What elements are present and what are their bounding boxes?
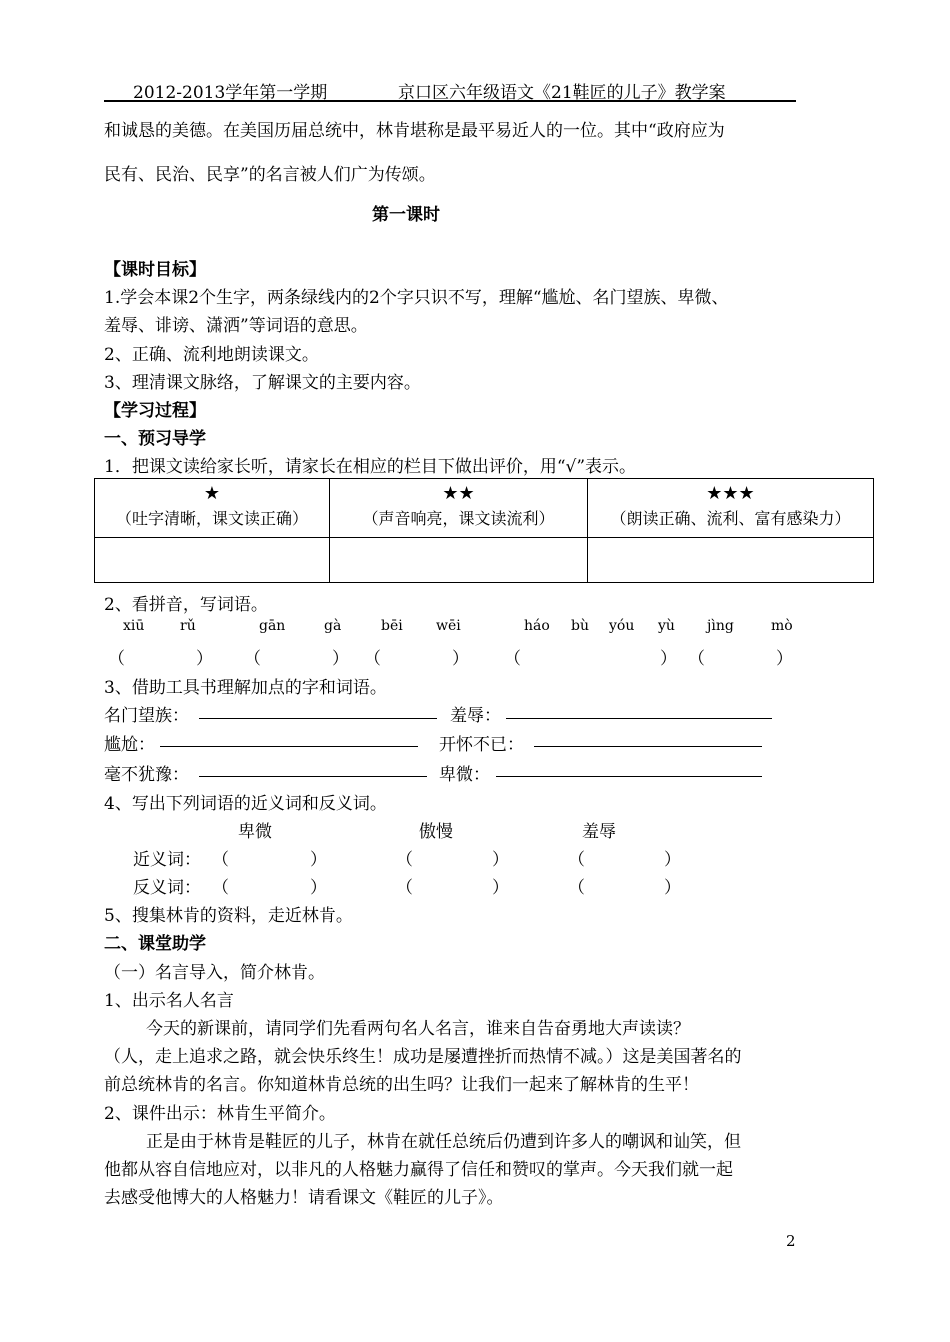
header-rule [104,100,796,102]
evaluation-table [94,478,874,583]
paragraph-1-line-2: （人，走上追求之路，就会快乐终生！成功是屡遭挫折而热情不减。）这是美国著名的 [104,1047,742,1067]
paren-open: （ [212,850,229,870]
paren-close: ） [492,850,509,870]
pinyin: wēi [436,618,461,634]
preview-heading: 一、预习导学 [104,429,206,449]
paren-close: ） [452,649,469,669]
pinyin: rǔ [180,618,196,634]
eval-cell-3[interactable] [588,538,874,583]
paren-open: （ [396,878,413,898]
paren-open: （ [504,649,521,669]
classroom-step-1: 1、出示名人名言 [104,991,234,1011]
goal-item-2: 2、正确、流利地朗读课文。 [104,345,319,365]
pinyin: bēi [381,618,403,634]
answer-line[interactable] [506,718,772,719]
goals-heading: 【课时目标】 [104,260,206,280]
pinyin: jìng [707,618,734,634]
eval-cell-2[interactable] [330,538,588,583]
paren-open: （ [212,878,229,898]
paren-close: ） [664,878,681,898]
paren-close: ） [310,878,327,898]
answer-line[interactable] [199,776,427,777]
star-icon: ★★★ [706,483,755,504]
paragraph-2-line-2: 他都从容自信地应对，以非凡的人格魅力赢得了信任和赞叹的掌声。今天我们就一起 [104,1160,733,1180]
paren-close: ） [332,649,349,669]
eval-desc-1: （吐字清晰，课文读正确） [115,509,308,528]
antonym-label: 反义词： [133,878,201,898]
eval-desc-3: （朗读正确、流利、富有感染力） [610,509,851,528]
paragraph-2-line-1: 正是由于林肯是鞋匠的儿子，林肯在就任总统后仍遭到许多人的嘲讽和讪笑，但 [146,1132,741,1152]
classroom-heading: 二、课堂助学 [104,934,206,954]
syn-word: 羞辱 [582,822,616,842]
paren-open: （ [108,649,125,669]
paren-close: ） [310,850,327,870]
word-label: 尴尬： [104,735,155,755]
preview-question-3: 3、借助工具书理解加点的字和词语。 [104,678,387,698]
paren-close: ） [776,649,793,669]
section-title: 第一课时 [372,205,440,225]
word-label: 毫不犹豫： [104,765,189,785]
header-lesson-title: 京口区六年级语文《21鞋匠的儿子》教学案 [398,83,726,103]
answer-line[interactable] [496,776,762,777]
paragraph-2-line-3: 去感受他博大的人格魅力！请看课文《鞋匠的儿子》。 [104,1188,504,1208]
word-label: 羞辱： [450,706,501,726]
paren-close: ） [664,850,681,870]
pinyin: mò [771,618,793,634]
paren-open: （ [364,649,381,669]
page-number: 2 [786,1232,796,1250]
preview-question-5: 5、搜集林肯的资料，走近林肯。 [104,906,353,926]
paren-close: ） [660,649,677,669]
eval-header-2 [330,479,588,538]
paren-close: ） [196,649,213,669]
answer-line[interactable] [199,718,437,719]
synonym-label: 近义词： [133,850,201,870]
word-label: 开怀不已： [439,735,524,755]
paren-open: （ [568,878,585,898]
star-icon: ★ [203,483,221,504]
paren-open: （ [396,850,413,870]
process-heading: 【学习过程】 [104,401,206,421]
eval-cell-1[interactable] [95,538,330,583]
intro-line-1: 和诚恳的美德。在美国历届总统中，林肯堪称是最平易近人的一位。其中“政府应为 [104,121,725,141]
eval-desc-2: （声音响亮，课文读流利） [362,509,555,528]
preview-question-2: 2、看拼音，写词语。 [104,595,268,615]
paren-open: （ [244,649,261,669]
paragraph-1-line-1: 今天的新课前，请同学们先看两句名人名言，谁来自告奋勇地大声读读？ [146,1019,690,1039]
goal-item-1-line-2: 羞辱、诽谤、潇洒”等词语的意思。 [104,316,368,336]
pinyin: yù [658,618,675,634]
header-term: 2012-2013学年第一学期 [133,83,328,103]
word-label: 名门望族： [104,706,189,726]
pinyin: bù [571,618,589,634]
pinyin: xiū [123,618,145,634]
preview-question-1: 1．把课文读给家长听，请家长在相应的栏目下做出评价，用“√”表示。 [104,457,637,477]
syn-word: 傲慢 [419,822,453,842]
intro-line-2: 民有、民治、民享”的名言被人们广为传颂。 [104,165,436,185]
star-icon: ★★ [442,483,475,504]
paren-open: （ [688,649,705,669]
classroom-sub-1: （一）名言导入，简介林肯。 [104,963,325,983]
pinyin: gān [259,618,286,634]
answer-line[interactable] [534,746,762,747]
classroom-step-2: 2、课件出示：林肯生平简介。 [104,1104,336,1124]
paren-close: ） [492,878,509,898]
preview-question-4: 4、写出下列词语的近义词和反义词。 [104,794,387,814]
eval-header-1 [95,479,330,538]
answer-line[interactable] [160,746,418,747]
pinyin: gà [324,618,342,634]
goal-item-1-line-1: 1.学会本课2个生字，两条绿线内的2个字只识不写，理解“尴尬、名门望族、卑微、 [104,288,729,308]
goal-item-3: 3、理清课文脉络，了解课文的主要内容。 [104,373,421,393]
word-label: 卑微： [439,765,490,785]
syn-word: 卑微 [238,822,272,842]
pinyin: háo [524,618,550,634]
eval-header-3 [588,479,874,538]
paragraph-1-line-3: 前总统林肯的名言。你知道林肯总统的出生吗？让我们一起来了解林肯的生平！ [104,1075,699,1095]
pinyin: yóu [609,618,635,634]
paren-open: （ [568,850,585,870]
